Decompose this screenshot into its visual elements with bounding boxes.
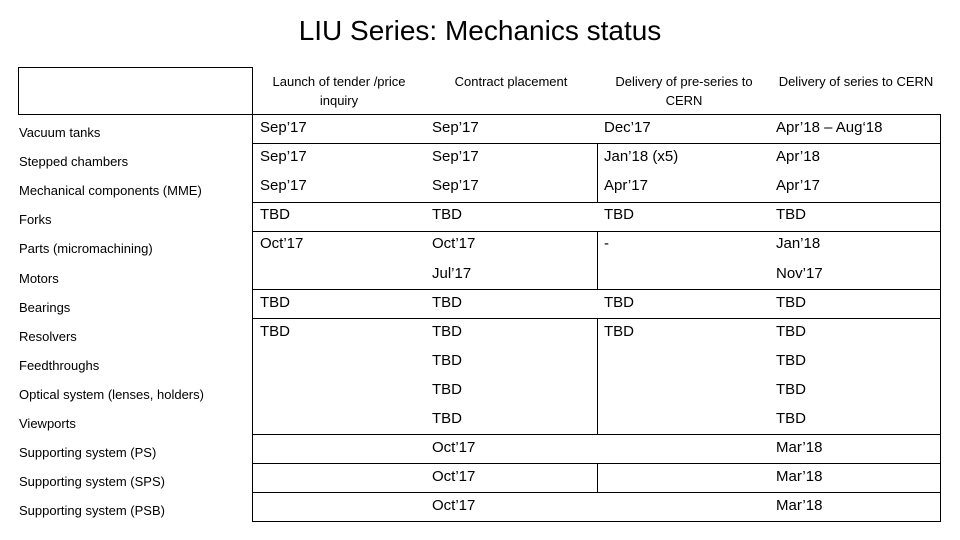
- table-cell: Sep’17: [432, 177, 479, 195]
- table-cell: TBD: [604, 322, 634, 340]
- table-cell: Sep’17: [260, 177, 307, 195]
- row-label: Optical system (lenses, holders): [19, 386, 204, 402]
- row-label: Viewports: [19, 416, 76, 431]
- table-cell: TBD: [776, 293, 806, 311]
- table-cell: TBD: [776, 410, 806, 427]
- row-label: Motors: [19, 270, 59, 286]
- row-label: Mechanical components (MME): [19, 183, 202, 199]
- table-cell: Mar’18: [776, 468, 823, 486]
- table-cell: TBD: [260, 293, 290, 311]
- row-label: Resolvers: [19, 328, 77, 344]
- row-box-bearings: [252, 289, 941, 319]
- table-cell: TBD: [776, 351, 806, 369]
- table-cell: Mar’18: [776, 439, 823, 457]
- table-cell: TBD: [604, 293, 634, 311]
- row-label: Bearings: [19, 299, 71, 315]
- table-cell: Oct’17: [432, 497, 476, 515]
- table-cell: TBD: [432, 380, 462, 398]
- table-cell: TBD: [776, 380, 806, 398]
- row-box-supporting-ps: [252, 434, 941, 464]
- table-cell: Dec’17: [604, 119, 651, 136]
- header-label-box: [18, 67, 253, 115]
- table-cell: TBD: [432, 206, 462, 224]
- table-cell: Sep’17: [432, 119, 479, 136]
- row-label: Forks: [19, 212, 52, 228]
- table-cell: Jan’18: [776, 235, 821, 253]
- column-header-contract: Contract placement: [454, 74, 568, 89]
- table-cell: Apr’17: [776, 177, 820, 195]
- table-cell: Sep’17: [260, 148, 307, 166]
- table-cell: Mar’18: [776, 497, 823, 515]
- table-cell: Oct’17: [432, 235, 476, 253]
- table-cell: Apr’17: [604, 177, 648, 195]
- table-cell: Sep’17: [432, 148, 479, 166]
- table-cell: -: [604, 235, 609, 253]
- table-cell: Nov’17: [776, 264, 823, 282]
- table-cell: TBD: [432, 351, 462, 369]
- table-cell: Oct’17: [432, 439, 476, 457]
- table-cell: Oct’17: [260, 235, 304, 253]
- row-label: Parts (micromachining): [19, 241, 153, 257]
- table-cell: TBD: [432, 410, 462, 427]
- row-label: Supporting system (PSB): [19, 503, 165, 519]
- table-cell: TBD: [432, 322, 462, 340]
- row-box-forks: [252, 202, 941, 232]
- table-cell: TBD: [776, 206, 806, 224]
- table-cell: Oct’17: [432, 468, 476, 486]
- column-header-series: Delivery of series to CERN: [778, 74, 934, 89]
- row-label: Vacuum tanks: [19, 125, 101, 140]
- table-cell: TBD: [776, 322, 806, 340]
- column-header-preseries: Delivery of pre-series to CERN: [615, 74, 753, 108]
- table-cell: TBD: [432, 293, 462, 311]
- row-label: Feedthroughs: [19, 357, 100, 373]
- table-cell: TBD: [260, 206, 290, 224]
- table-cell: Apr’18: [776, 148, 820, 166]
- page-title: LIU Series: Mechanics status: [298, 15, 662, 46]
- table-cell: Apr’18 – Aug‘18: [776, 119, 883, 136]
- table-cell: Jan’18 (x5): [604, 148, 679, 166]
- row-label: Supporting system (SPS): [19, 474, 165, 490]
- row-label: Supporting system (PS): [19, 445, 157, 461]
- row-label: Stepped chambers: [19, 154, 129, 170]
- table-cell: TBD: [604, 206, 634, 224]
- table-cell: Jul’17: [432, 264, 472, 282]
- table-cell: Sep’17: [260, 119, 307, 136]
- row-box-supporting-psb: [252, 492, 941, 522]
- column-header-launch: Launch of tender /price inquiry: [272, 74, 406, 108]
- table-cell: TBD: [260, 322, 290, 340]
